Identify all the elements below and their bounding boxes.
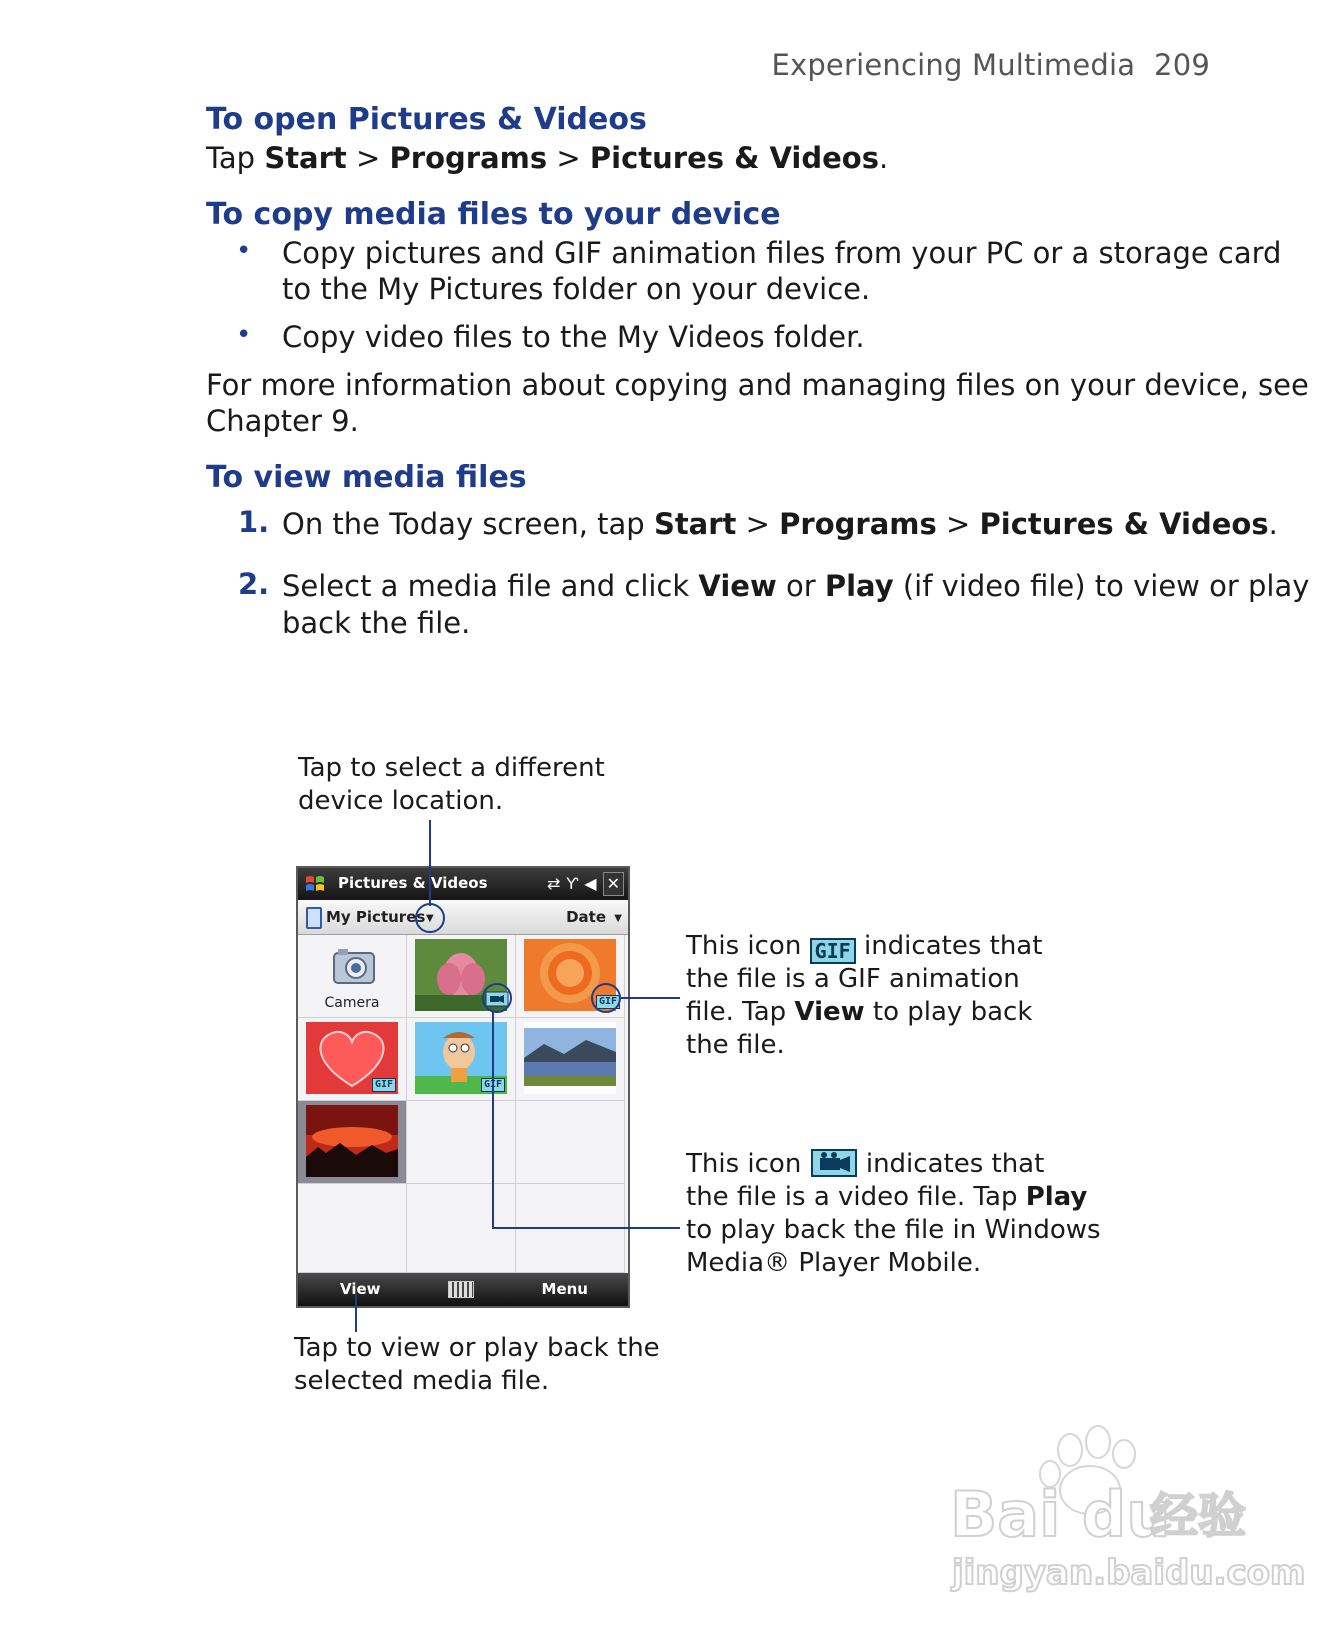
step-2-post: (if video file) to view or play: [893, 569, 1310, 603]
callout-gif-view: View: [794, 997, 865, 1027]
callout-gif-pre: This icon: [686, 931, 810, 961]
copy-para-line-2: Chapter 9.: [206, 404, 359, 438]
callout-softkey-line-1: Tap to view or play back the: [294, 1333, 660, 1363]
step-1-start: Start: [653, 507, 737, 541]
step-1-end: .: [1268, 507, 1278, 541]
callout-video-post: indicates that: [857, 1149, 1045, 1179]
step-2-play: Play: [824, 569, 894, 603]
open-end: .: [878, 141, 889, 175]
callout-gif-line-3-post: to play back: [864, 997, 1033, 1027]
callout-video-line-2-pre: the file is a video file. Tap: [686, 1182, 1026, 1212]
baidu-watermark: [940, 1420, 1306, 1600]
view-softkey[interactable]: View: [340, 1280, 381, 1298]
watermark-brand-cn: 经验: [1150, 1488, 1247, 1544]
bullet-dot-1: •: [236, 236, 252, 266]
callout-video-line-3: to play back the file in Windows: [686, 1215, 1101, 1245]
gif-badge-icon: GIF: [596, 995, 620, 1009]
step-1-programs: Programs: [779, 507, 937, 541]
close-icon[interactable]: ✕: [603, 872, 624, 896]
sort-dropdown[interactable]: Date: [566, 908, 606, 926]
location-chevron-down-icon[interactable]: ▼: [426, 913, 434, 924]
heading-copy: To copy media files to your device: [206, 197, 781, 232]
callout-location-line-1: Tap to select a different: [298, 753, 605, 783]
callout-video-pre: This icon: [686, 1149, 810, 1179]
watermark-brand: Bai du: [950, 1478, 1171, 1551]
video-highlight-circle: [483, 984, 511, 1012]
step-1-sep-1: >: [736, 507, 780, 541]
gif-icon: GIF: [810, 938, 856, 964]
location-highlight-circle: [416, 904, 444, 932]
callout-gif-line-4: the file.: [686, 1030, 785, 1060]
bullet-dot-2: •: [236, 320, 252, 350]
callout-softkey-line-2: selected media file.: [294, 1366, 550, 1396]
step-2-number: 2.: [238, 567, 270, 601]
open-start: Start: [264, 141, 347, 175]
menu-softkey[interactable]: Menu: [541, 1280, 588, 1298]
copy-bullet-1-line-2: to the My Pictures folder on your device.: [282, 272, 871, 306]
app-title: Pictures & Videos: [338, 874, 488, 892]
step-1-pre: On the Today screen, tap: [282, 507, 654, 541]
watermark-url: jingyan.baidu.com: [952, 1553, 1306, 1593]
step-1-pictures-videos: Pictures & Videos: [979, 507, 1269, 541]
gif-badge-icon: GIF: [481, 1078, 505, 1092]
open-sep-2: >: [547, 141, 590, 175]
signal-icon[interactable]: Ƴ: [566, 874, 579, 893]
video-callout-line: [493, 1012, 680, 1228]
step-1-number: 1.: [238, 505, 270, 539]
sync-icon[interactable]: ⇄: [546, 874, 561, 893]
callout-gif-line-3-pre: file. Tap: [686, 997, 795, 1027]
copy-para-line-1: For more information about copying and managing files on your device, see: [206, 368, 1309, 402]
step-2-pre: Select a media file and click: [282, 569, 699, 603]
open-tap: Tap: [206, 141, 265, 175]
callout-location-line-2: device location.: [298, 786, 504, 816]
volume-icon[interactable]: ◀: [584, 874, 597, 893]
location-dropdown[interactable]: My Pictures: [326, 908, 426, 926]
running-title: Experiencing Multimedia: [771, 48, 1136, 82]
step-1-sep-2: >: [936, 507, 980, 541]
gif-highlight-circle: [592, 984, 620, 1012]
callout-video-play: Play: [1025, 1182, 1088, 1212]
callout-gif-post: indicates that: [855, 931, 1043, 961]
page-number: 209: [1154, 48, 1210, 82]
callout-video-line-4: Media® Player Mobile.: [686, 1248, 982, 1278]
open-programs: Programs: [389, 141, 548, 175]
sort-chevron-down-icon[interactable]: ▼: [614, 913, 622, 924]
camera-label: Camera: [324, 995, 380, 1011]
heading-open: To open Pictures & Videos: [206, 102, 647, 137]
callout-gif-line-2: the file is a GIF animation: [686, 964, 1020, 994]
heading-view: To view media files: [206, 460, 527, 495]
step-2-line-2: back the file.: [282, 606, 471, 640]
copy-bullet-2: Copy video files to the My Videos folder.: [282, 320, 865, 354]
copy-bullet-1-line-1: Copy pictures and GIF animation files from your PC or a storage card: [282, 236, 1282, 270]
gif-badge-icon: GIF: [372, 1078, 396, 1092]
step-2-or: or: [776, 569, 825, 603]
open-sep-1: >: [346, 141, 390, 175]
open-pictures-videos: Pictures & Videos: [589, 141, 879, 175]
step-2-view: View: [698, 569, 777, 603]
